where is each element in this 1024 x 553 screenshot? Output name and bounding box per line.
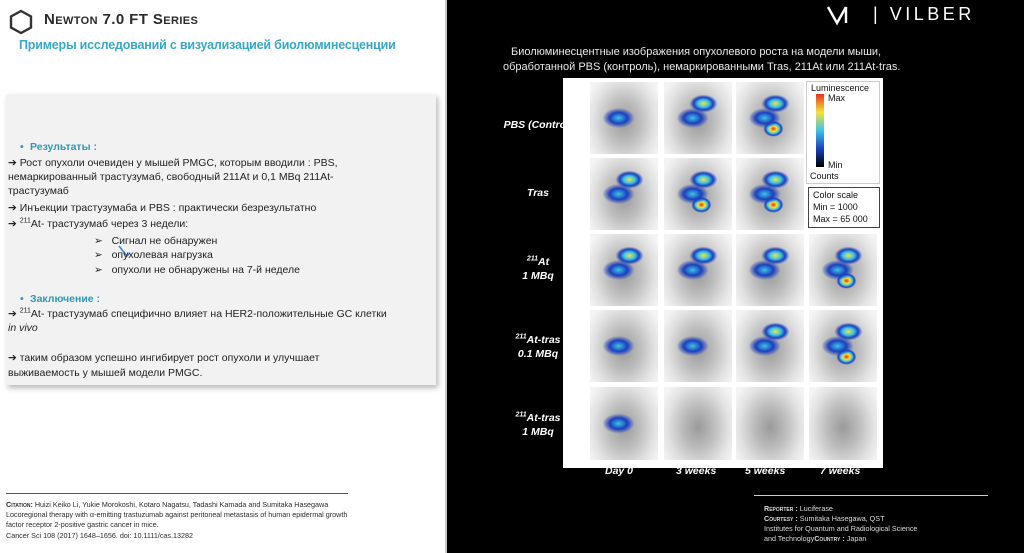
- mouse-image-panel: [590, 310, 658, 382]
- luminescence-legend: [806, 81, 880, 184]
- row-label-211at-tras-01: $^{211}$At-tras 0.1 MBq: [515, 333, 561, 360]
- row-label-tras: Tras: [527, 187, 549, 199]
- mouse-image-panel: [736, 310, 804, 382]
- vilber-logo-icon: [826, 4, 870, 26]
- chevron-bullet-icon: ➢: [94, 249, 103, 261]
- vilber-brand-name: | VILBER: [873, 4, 975, 24]
- arrow-icon: ➔: [8, 308, 17, 320]
- content-box: [6, 94, 436, 385]
- results-sub-3: ➢ опухоли не обнаружены на 7-й неделе: [94, 264, 300, 276]
- hexagon-logo-icon: [8, 9, 34, 35]
- row-label-211at-tras-1: $^{211}$At-tras 1 MBq: [515, 411, 561, 438]
- citation-line-3: factor receptor 2-positive gastric cancer in mice.: [6, 520, 159, 529]
- legend-title: Luminescence: [811, 83, 870, 93]
- arrow-icon: ➔: [8, 218, 17, 230]
- mouse-image-panel: [590, 158, 658, 230]
- mouse-image-panel: [590, 387, 658, 460]
- chevron-bullet-icon: ➢: [94, 235, 103, 247]
- credit-courtesy: Courtesy : Sumitaka Hasegawa, QST: [764, 514, 885, 523]
- legend-min: Min: [828, 160, 843, 170]
- legend-counts: Counts: [810, 171, 839, 181]
- mouse-image-panel: [736, 387, 804, 460]
- results-line-2: немаркированный трастузумаб, свободный 211At и 0,1 MBq 211At-: [8, 171, 334, 183]
- results-line-4: ➔ Инъекции трастузумаба и PBS : практически безрезультатно: [8, 202, 317, 214]
- arrow-icon: ➔: [8, 352, 17, 364]
- row-label-pbs: PBS (Control): [503, 119, 573, 131]
- col-label-7weeks: 7 weeks: [820, 465, 861, 477]
- citation-divider: [6, 493, 348, 494]
- mouse-image-panel: [664, 82, 732, 154]
- mouse-image-panel: [590, 82, 658, 154]
- mouse-image-panel: [664, 158, 732, 230]
- conclusion-line-1: ➔ $^{211}$At- трастузумаб специфично влияет на HER2-положительные GC клетки: [8, 307, 387, 320]
- mouse-image-panel: [590, 234, 658, 306]
- col-label-5weeks: 5 weeks: [745, 465, 786, 477]
- results-sub-1: ➢ Сигнал не обнаружен: [94, 235, 218, 247]
- mouse-image-panel: [736, 82, 804, 154]
- conclusion-line-2: in vivo: [8, 322, 38, 334]
- chevron-bullet-icon: ➢: [94, 264, 103, 276]
- citation-line-4: Cancer Sci 108 (2017) 1648–1656. doi: 10.1111/cas.13282: [6, 531, 194, 540]
- credit-institute: Institutes for Quantum and Radiological Science: [764, 524, 918, 533]
- citation-line-1: Citation: Huizi Keiko Li, Yukie Morokoshi, Kotaro Nagatsu, Tadashi Kamada and Sumitaka Hasegawa: [6, 500, 329, 509]
- conclusion-line-3: ➔ таким образом успешно ингибирует рост опухоли и улучшает: [8, 352, 320, 364]
- conclusion-line-4: выживаемость у мышей модели PMGC.: [8, 367, 203, 379]
- panel-edge-divider: [445, 0, 447, 553]
- mouse-image-panel: [664, 387, 732, 460]
- legend-color-bar: [816, 94, 824, 167]
- results-line-1: ➔ Рост опухоли очевиден у мышей PMGC, которым вводили : PBS,: [8, 157, 338, 169]
- col-label-day0: Day 0: [605, 465, 634, 477]
- series-title: Newton 7.0 FT Series: [44, 11, 199, 28]
- mouse-image-panel: [809, 387, 877, 460]
- col-label-3weeks: 3 weeks: [676, 465, 717, 477]
- figure-title-line-2: обработанной PBS (контроль), немаркированными Tras, 211At или 211At-tras.: [503, 61, 901, 73]
- section-subtitle: Примеры исследований с визуализацией биолюминесценции: [19, 38, 396, 52]
- credit-country: and TechnologyCountry : Japan: [764, 534, 867, 543]
- left-slide-panel: [0, 0, 447, 553]
- color-scale-title: Color scale: [813, 190, 859, 200]
- results-line-5: ➔ $^{211}$At- трастузумаб через 3 недели:: [8, 217, 189, 230]
- color-scale-max: Max = 65 000: [813, 214, 868, 224]
- arrow-icon: ➔: [8, 202, 17, 214]
- results-line-3: трастузумаб: [8, 185, 69, 197]
- color-scale-min: Min = 1000: [813, 202, 858, 212]
- results-sub-2: ➢ опухолевая нагрузка: [94, 249, 213, 261]
- figure-title-line-1: Биолюминесцентные изображения опухолевого роста на модели мыши,: [511, 46, 882, 58]
- legend-max: Max: [828, 93, 846, 103]
- bullet-icon: •: [20, 293, 24, 305]
- mouse-image-panel: [736, 234, 804, 306]
- mouse-image-panel: [809, 310, 877, 382]
- mouse-image-panel: [736, 158, 804, 230]
- credits-divider: [754, 495, 988, 496]
- arrow-icon: ➔: [8, 157, 17, 169]
- citation-line-2: Locoregional therapy with α-emitting trastuzumab against peritoneal metastasis of human epidermal growth: [6, 510, 348, 519]
- credit-reporter: Reporter : Luciferase: [764, 504, 833, 513]
- mouse-image-panel: [809, 234, 877, 306]
- bullet-icon: •: [20, 141, 24, 153]
- mouse-image-panel: [664, 234, 732, 306]
- row-label-211at: $^{211}$At 1 MBq: [522, 255, 554, 282]
- conclusion-heading: • Заключение :: [20, 293, 101, 305]
- color-scale-box: [808, 187, 880, 228]
- results-heading: • Результаты :: [20, 141, 97, 153]
- mouse-image-panel: [664, 310, 732, 382]
